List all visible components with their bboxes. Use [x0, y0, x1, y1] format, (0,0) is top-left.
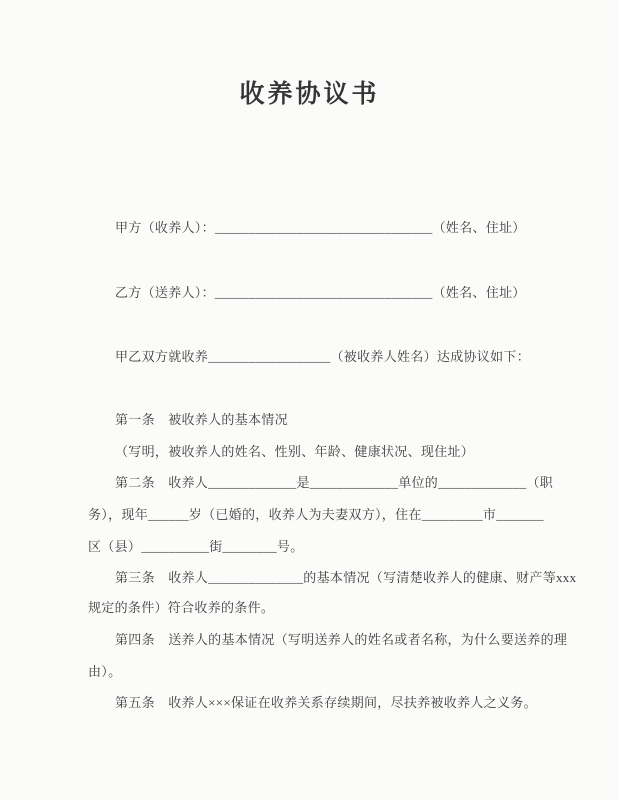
- party-a-line: 甲方（收养人）：________________________________（姓名、住址）: [115, 220, 526, 235]
- article-2-line-3: 区（县）__________街________号。: [88, 539, 304, 554]
- article-1-heading: 第一条 被收养人的基本情况: [115, 412, 288, 427]
- article-3-line-1: 第三条 收养人______________的基本情况（写清楚收养人的健康、财产等xxx: [115, 570, 577, 585]
- article-2-line-1: 第二条 收养人_____________是_____________单位的_____________（职: [115, 475, 554, 490]
- party-b-line: 乙方（送养人）：________________________________（姓名、住址）: [115, 285, 526, 300]
- article-5-line: 第五条 收养人×××保证在收养关系存续期间，尽扶养被收养人之义务。: [115, 695, 537, 710]
- article-3-line-2: 规定的条件）符合收养的条件。: [88, 600, 275, 615]
- article-4-line-2: 由）。: [88, 664, 122, 679]
- article-2-line-2: 务），现年______岁（已婚的，收养人为夫妻双方），住在_________市_______: [88, 507, 544, 522]
- document-title: 收养协议书: [239, 81, 380, 108]
- article-1-note: （写明，被收养人的姓名、性别、年龄、健康状况、现住址）: [115, 444, 475, 459]
- preamble-line: 甲乙双方就收养__________________（被收养人姓名）达成协议如下：: [115, 349, 530, 364]
- article-4-line-1: 第四条 送养人的基本情况（写明送养人的姓名或者名称，为什么要送养的理: [115, 632, 568, 647]
